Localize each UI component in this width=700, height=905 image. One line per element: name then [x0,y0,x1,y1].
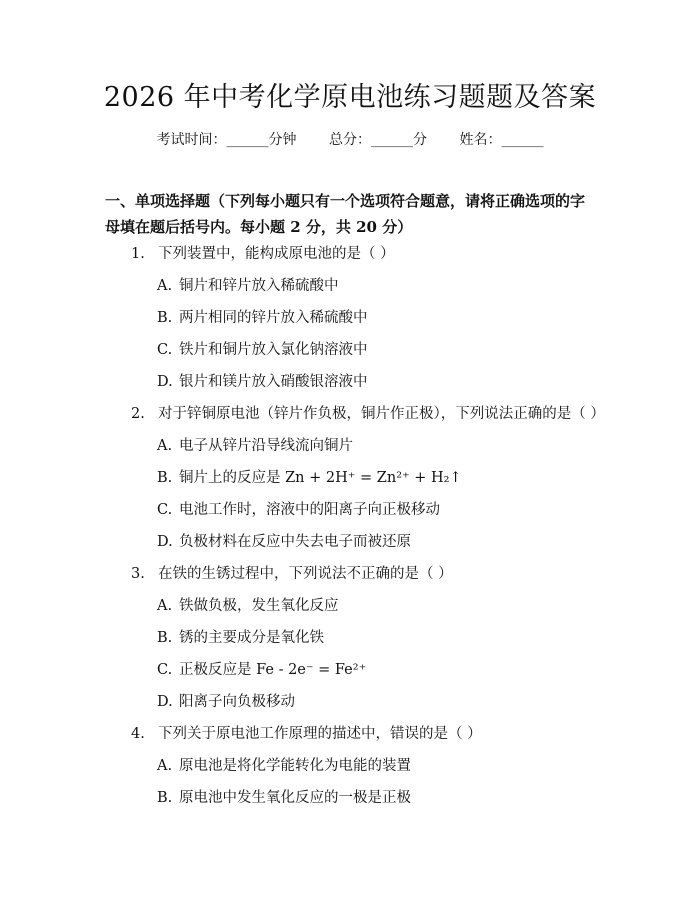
option-text: 铜片上的反应是 Zn + 2H⁺ = Zn²⁺ + H₂↑ [179,470,462,486]
question-text: 下列装置中，能构成原电池的是（ ） [158,246,395,262]
question-4 [131,723,482,745]
option-text: 原电池是将化学能转化为电能的装置 [179,758,411,774]
option-text: 原电池中发生氧化反应的一极是正极 [179,790,411,806]
question-number: 1. [131,246,145,262]
option-text: 电子从锌片沿导线流向铜片 [179,438,353,454]
option-label: C. [157,342,173,358]
option-text: 铜片和锌片放入稀硫酸中 [179,278,339,294]
option-text: 负极材料在反应中失去电子而被还原 [179,534,411,550]
question-text: 对于锌铜原电池（锌片作负极，铜片作正极），下列说法正确的是（ ） [158,406,605,422]
document-title: 2026 年中考化学原电池练习题题及答案 [103,82,597,113]
option-label: B. [157,630,173,646]
question-text: 在铁的生锈过程中，下列说法不正确的是（ ） [158,566,453,582]
question-2 [131,403,605,425]
exam-time-field: 考试时间：______分钟 [156,132,297,148]
option-label: D. [157,534,173,550]
question-1-option-b [157,307,368,329]
option-label: A. [157,598,173,614]
question-1-option-c [157,339,368,361]
option-label: C. [157,502,173,518]
question-2-option-b [157,467,462,489]
question-number: 3. [131,566,145,582]
question-1-option-a [157,275,339,297]
option-label: A. [157,438,173,454]
option-label: B. [157,470,173,486]
question-3-option-c [157,659,366,681]
question-4-option-b [157,787,411,809]
question-3-option-d [157,691,295,713]
option-label: A. [157,278,173,294]
question-2-option-a [157,435,353,457]
question-4-option-a [157,755,411,777]
option-label: A. [157,758,173,774]
exam-info-line [0,129,700,151]
question-2-option-d [157,531,411,553]
option-label: B. [157,310,173,326]
question-number: 2. [131,406,145,422]
question-3-option-a [157,595,339,617]
question-text: 下列关于原电池工作原理的描述中，错误的是（ ） [158,726,482,742]
total-score-field: 总分：______分 [329,132,427,148]
option-text: 正极反应是 Fe - 2e⁻ = Fe²⁺ [179,662,367,678]
option-text: 电池工作时，溶液中的阳离子向正极移动 [179,502,440,518]
question-number: 4. [131,726,145,742]
question-3 [131,563,453,585]
section-heading: 一、单项选择题（下列每小题只有一个选项符合题意，请将正确选项的字母填在题后括号内。每小题 2 分，共 20 分） [105,192,586,236]
question-2-option-c [157,499,440,521]
question-1 [131,243,395,265]
option-text: 阳离子向负极移动 [179,694,295,710]
question-1-option-d [157,371,368,393]
option-text: 两片相同的锌片放入稀硫酸中 [179,310,368,326]
question-3-option-b [157,627,324,649]
option-text: 铁片和铜片放入氯化钠溶液中 [179,342,368,358]
option-label: B. [157,790,173,806]
option-label: D. [157,694,173,710]
option-label: C. [157,662,173,678]
option-text: 锈的主要成分是氧化铁 [179,630,324,646]
option-text: 铁做负极，发生氧化反应 [179,598,339,614]
option-label: D. [157,374,173,390]
student-name-field: 姓名：______ [459,132,544,148]
option-text: 银片和镁片放入硝酸银溶液中 [179,374,368,390]
